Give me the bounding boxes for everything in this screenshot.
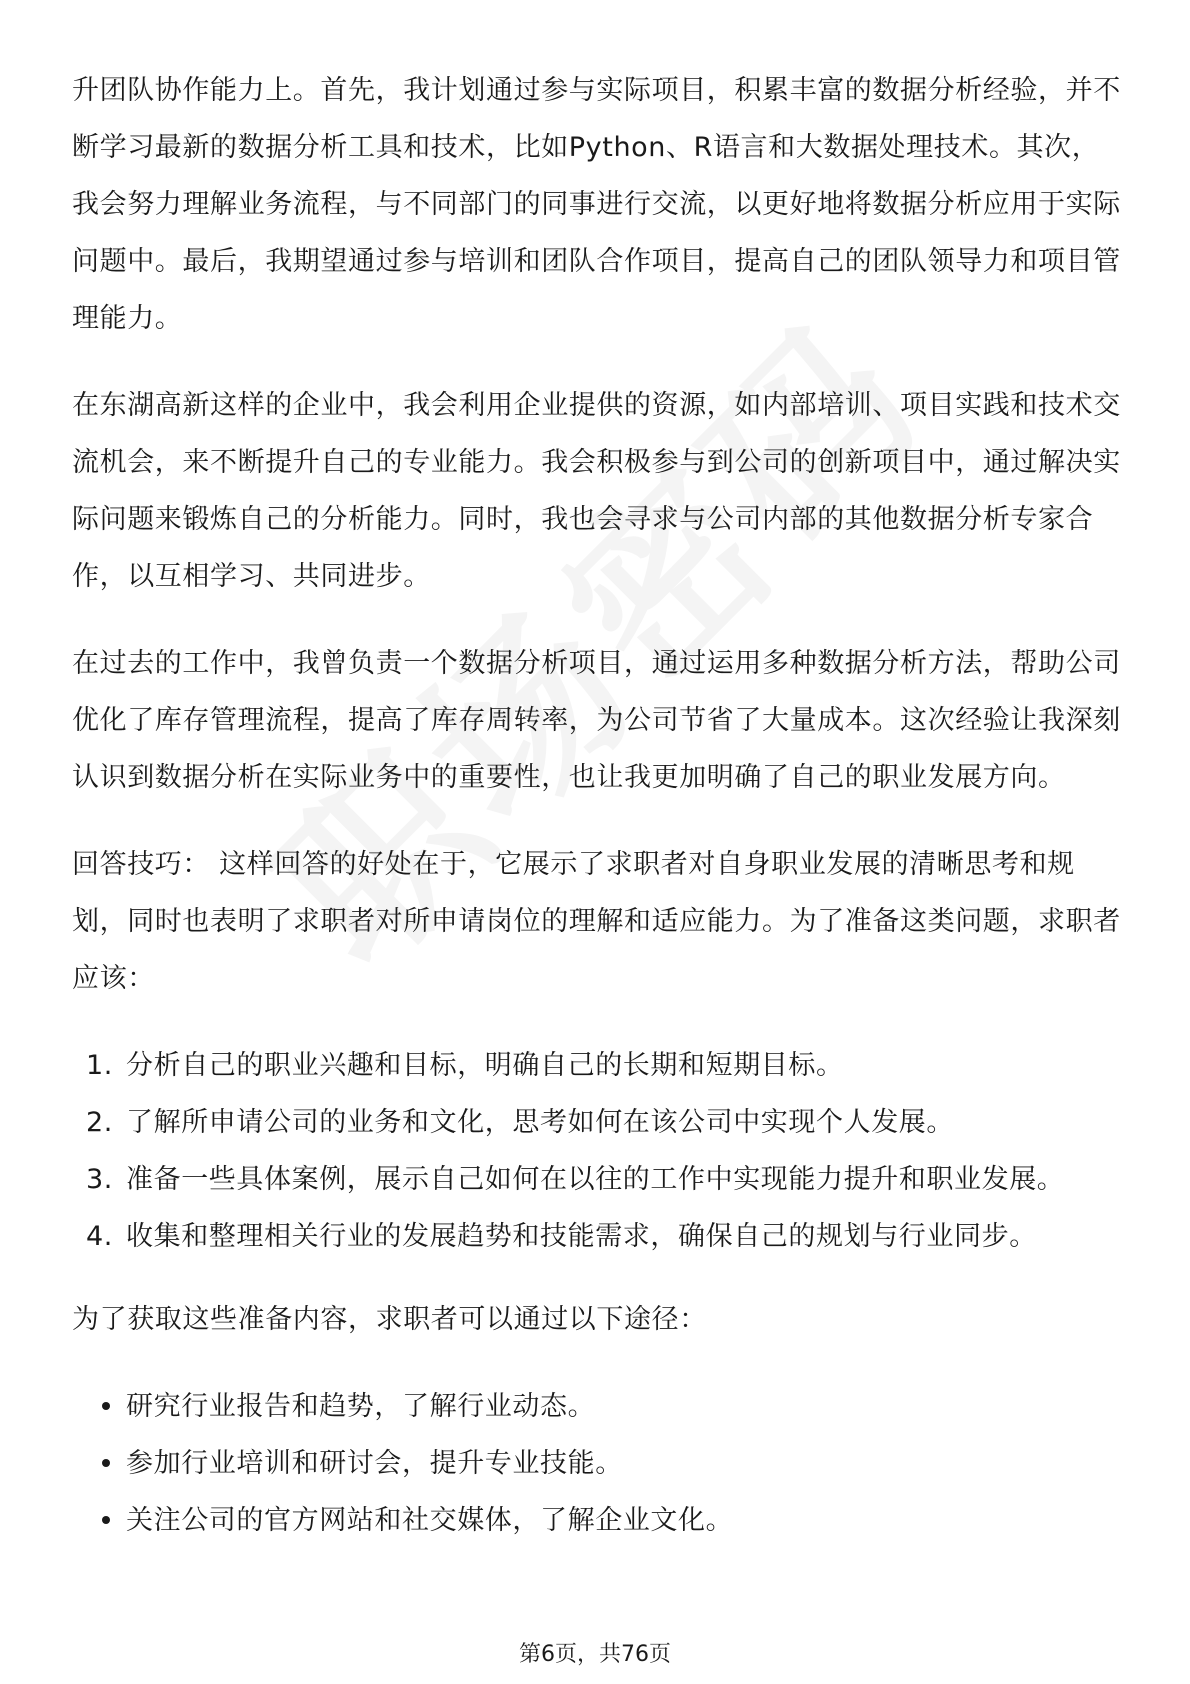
list-item [72, 1037, 1122, 1094]
document-body [72, 62, 1122, 1549]
numbered-list [72, 1037, 1122, 1265]
paragraph-answer-tips: 回答技巧： 这样回答的好处在于，它展示了求职者对自身职业发展的清晰思考和规划，同时也表明了求职者对所申请岗位的理解和适应能力。为了准备这类问题，求职者应该： [72, 849, 1121, 994]
list-item-text: 收集和整理相关行业的发展趋势和技能需求，确保自己的规划与行业同步。 [126, 1221, 1037, 1252]
bullet-list [72, 1378, 1122, 1549]
list-item [72, 1094, 1122, 1151]
paragraph-career-plan: 升团队协作能力上。首先，我计划通过参与实际项目，积累丰富的数据分析经验，并不断学习最新的数据分析工具和技术，比如Python、R语言和大数据处理技术。其次，我会努力理解业务流程，与不同部门的同事进行交流，以更好地将数据分析应用于实际问题中。最后，我期望通过参与培训和团队合作项目，提高自己的团队领导力和项目管理能力。 [72, 75, 1121, 334]
list-item-text: 研究行业报告和趋势，了解行业动态。 [126, 1391, 596, 1422]
list-number: 2. [86, 1107, 113, 1138]
paragraph-lead-in: 为了获取这些准备内容，求职者可以通过以下途径： [72, 1304, 707, 1335]
list-number: 1. [86, 1050, 113, 1081]
list-item [72, 1151, 1122, 1208]
list-item [72, 1492, 1122, 1549]
list-item [72, 1208, 1122, 1265]
bullet-icon [102, 1402, 110, 1410]
paragraph-past-experience: 在过去的工作中，我曾负责一个数据分析项目，通过运用多种数据分析方法，帮助公司优化了库存管理流程，提高了库存周转率，为公司节省了大量成本。这次经验让我深刻认识到数据分析在实际业务中的重要性，也让我更加明确了自己的职业发展方向。 [72, 648, 1121, 793]
list-number: 4. [86, 1221, 113, 1252]
list-number: 3. [86, 1164, 113, 1195]
bullet-icon [102, 1459, 110, 1467]
bullet-icon [102, 1516, 110, 1524]
list-item [72, 1378, 1122, 1435]
paragraph-company-resources: 在东湖高新这样的企业中，我会利用企业提供的资源，如内部培训、项目实践和技术交流机会，来不断提升自己的专业能力。我会积极参与到公司的创新项目中，通过解决实际问题来锻炼自己的分析能力。同时，我也会寻求与公司内部的其他数据分析专家合作，以互相学习、共同进步。 [72, 390, 1121, 592]
list-item-text: 分析自己的职业兴趣和目标，明确自己的长期和短期目标。 [126, 1050, 844, 1081]
list-item-text: 了解所申请公司的业务和文化，思考如何在该公司中实现个人发展。 [126, 1107, 954, 1138]
list-item-text: 准备一些具体案例，展示自己如何在以往的工作中实现能力提升和职业发展。 [126, 1164, 1065, 1195]
page-number: 第6页，共76页 [519, 1642, 671, 1667]
list-item-text: 关注公司的官方网站和社交媒体，了解企业文化。 [126, 1505, 734, 1536]
list-item [72, 1435, 1122, 1492]
list-item-text: 参加行业培训和研讨会，提升专业技能。 [126, 1448, 623, 1479]
